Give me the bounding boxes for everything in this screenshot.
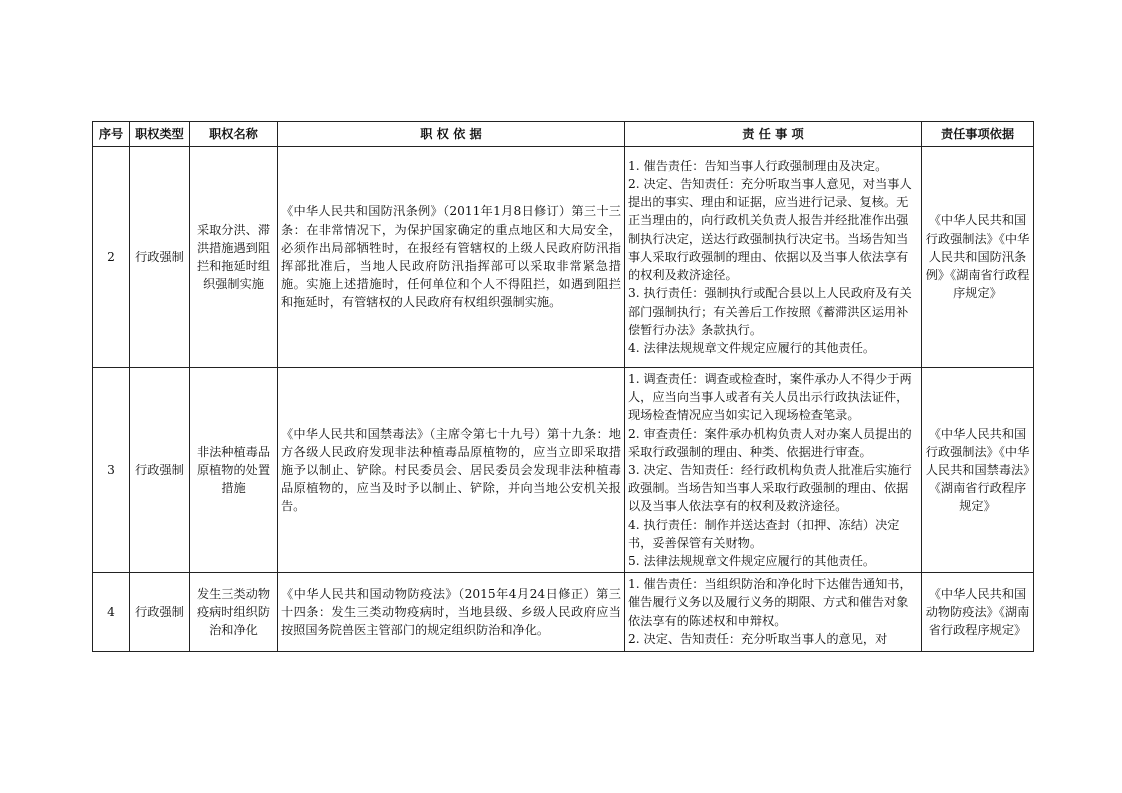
responsibility-item: 1. 催告责任：当组织防治和净化时下达催告通知书，催告履行义务以及履行义务的期限、方式和催告对象依法享有的陈述权和申辩权。 — [628, 577, 912, 628]
responsibility-item: 1. 调查责任：调查或检查时，案件承办人不得少于两人，应当向当事人或者有关人员出示行政执法证件，现场检查情况应当如实记入现场检查笔录。 — [628, 372, 912, 423]
table-row — [93, 147, 1034, 368]
responsibility-item: 2. 决定、告知责任：充分听取当事人的意见，对 — [628, 631, 888, 646]
responsibility-item: 4. 执行责任：制作并送达查封（扣押、冻结）决定书，妥善保管有关财物。 — [628, 517, 900, 550]
row-power-name: 非法种植毒品原植物的处置措施 — [190, 368, 278, 573]
row-power-type: 行政强制 — [130, 573, 190, 652]
header-responsibility-basis: 责任事项依据 — [922, 122, 1034, 147]
row-power-name: 发生三类动物疫病时组织防治和净化 — [190, 573, 278, 652]
row-power-type: 行政强制 — [130, 368, 190, 573]
row-power-name: 采取分洪、滞洪措施遇到阻拦和拖延时组织强制实施 — [190, 147, 278, 368]
header-responsibilities: 责 任 事 项 — [625, 122, 922, 147]
row-power-basis: 《中华人民共和国禁毒法》（主席令第七十九号）第十九条：地方各级人民政府发现非法种植毒品原植物的，应当立即采取措施予以制止、铲除。村民委员会、居民委员会发现非法种植毒品原植物的，应当及时予以制止、铲除，并向当地公安机关报告。 — [278, 368, 625, 573]
table-row — [93, 573, 1034, 652]
row-responsibility-basis: 《中华人民共和国行政强制法》《中华人民共和国禁毒法》《湖南省行政程序规定》 — [922, 368, 1034, 573]
header-power-name: 职权名称 — [190, 122, 278, 147]
responsibility-item: 4. 法律法规规章文件规定应履行的其他责任。 — [628, 340, 876, 355]
responsibility-item: 3. 执行责任：强制执行或配合县以上人民政府及有关部门强制执行；有关善后工作按照《蓄滞洪区运用补偿暂行办法》条款执行。 — [628, 286, 912, 337]
row-responsibility-basis: 《中华人民共和国动物防疫法》《湖南省行政程序规定》 — [922, 573, 1034, 652]
row-responsibilities — [625, 147, 922, 368]
row-responsibilities — [625, 573, 922, 652]
row-power-basis: 《中华人民共和国防汛条例》（2011年1月8日修订）第三十三条：在非常情况下，为保护国家确定的重点地区和大局安全，必须作出局部牺牲时，在报经有管辖权的上级人民政府防汛指挥部批准后，当地人民政府防汛指挥部可以采取非常紧急措施。实施上述措施时，任何单位和个人不得阻拦，如遇到阻拦和拖延时，有管辖权的人民政府有权组织强制实施。 — [278, 147, 625, 368]
row-power-type: 行政强制 — [130, 147, 190, 368]
responsibility-item: 3. 决定、告知责任：经行政机构负责人批准后实施行政强制。当场告知当事人采取行政强制的理由、依据以及当事人依法享有的权利及救济途径。 — [628, 463, 912, 514]
header-number: 序号 — [93, 122, 130, 147]
row-responsibilities — [625, 368, 922, 573]
row-responsibility-basis: 《中华人民共和国行政强制法》《中华人民共和国防汛条例》《湖南省行政程序规定》 — [922, 147, 1034, 368]
header-power-type: 职权类型 — [130, 122, 190, 147]
table-row — [93, 368, 1034, 573]
header-power-basis: 职 权 依 据 — [278, 122, 625, 147]
row-power-basis: 《中华人民共和国动物防疫法》（2015年4月24日修正）第三十四条：发生三类动物疫病时，当地县级、乡级人民政府应当按照国务院兽医主管部门的规定组织防治和净化。 — [278, 573, 625, 652]
header-row — [93, 122, 1034, 147]
duty-table — [92, 121, 1034, 652]
responsibility-item: 2. 决定、告知责任：充分听取当事人意见，对当事人提出的事实、理由和证据，应当进行记录、复核。无正当理由的，向行政机关负责人报告并经批准作出强制执行决定，送达行政强制执行决定书。当场告知当事人采取行政强制的理由、依据以及当事人依法享有的权利及救济途径。 — [628, 177, 912, 283]
responsibility-item: 2. 审查责任：案件承办机构负责人对办案人员提出的采取行政强制的理由、种类、依据进行审查。 — [628, 426, 912, 459]
row-number: 3 — [93, 368, 130, 573]
responsibility-item: 5. 法律法规规章文件规定应履行的其他责任。 — [628, 554, 876, 569]
row-number: 4 — [93, 573, 130, 652]
responsibility-item: 1. 催告责任：告知当事人行政强制理由及决定。 — [628, 158, 888, 173]
row-number: 2 — [93, 147, 130, 368]
